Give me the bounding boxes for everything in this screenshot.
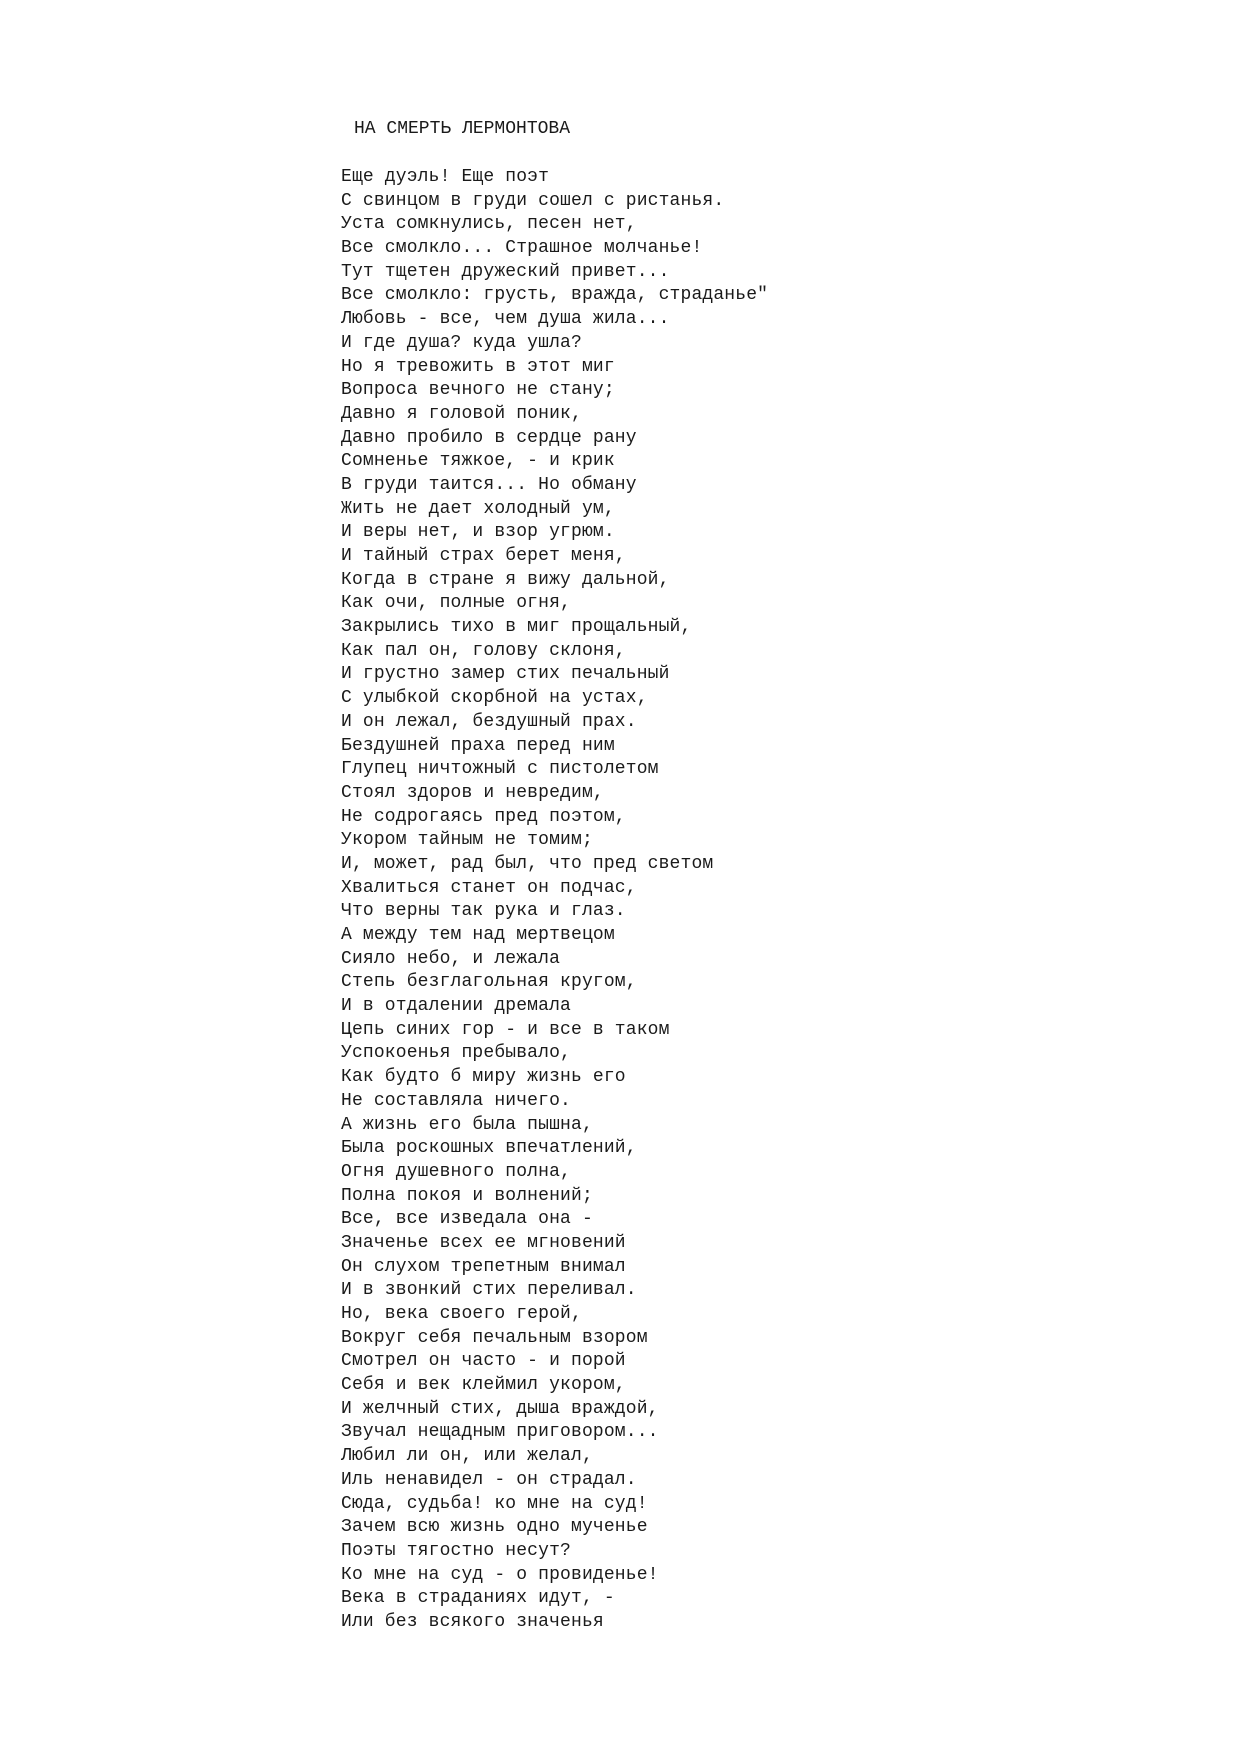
poem-line: И в звонкий стих переливал.	[341, 1280, 637, 1301]
poem-line: Что верны так рука и глаз.	[341, 901, 626, 922]
poem-line: Поэты тягостно несут?	[341, 1540, 571, 1561]
poem-line: Любовь - все, чем душа жила...	[341, 309, 670, 330]
poem-line: В груди таится... Но обману	[341, 474, 637, 495]
poem-line: Как очи, полные огня,	[341, 593, 571, 614]
poem-line: Смотрел он часто - и порой	[341, 1351, 626, 1372]
poem-line: Или без всякого значенья	[341, 1611, 604, 1632]
poem-line: С свинцом в груди сошел с ристанья.	[341, 190, 725, 211]
poem-line: И в отдалении дремала	[341, 996, 571, 1017]
poem-line: Сомненье тяжкое, - и крик	[341, 451, 615, 472]
poem-line: И тайный страх берет меня,	[341, 546, 626, 566]
poem-line: Вокруг себя печальным взором	[341, 1327, 648, 1348]
poem-line: Ко мне на суд - о провиденье!	[341, 1564, 659, 1585]
poem-line: Успокоенья пребывало,	[341, 1043, 571, 1064]
poem-line: Уста сомкнулись, песен нет,	[341, 214, 637, 235]
poem-line: Как пал он, голову склоня,	[341, 640, 626, 661]
poem-line: Но, века своего герой,	[341, 1304, 582, 1324]
poem-line: Тут тщетен дружеский привет...	[341, 261, 670, 282]
poem-line: А жизнь его была пышна,	[341, 1114, 593, 1135]
poem-line: Полна покоя и волнений;	[341, 1185, 593, 1206]
poem-line: Все смолкло... Страшное молчанье!	[341, 238, 703, 259]
poem-line: А между тем над мертвецом	[341, 925, 615, 945]
poem-line: И желчный стих, дыша враждой,	[341, 1398, 659, 1419]
poem-line: Значенье всех ее мгновений	[341, 1232, 626, 1253]
poem-line: Звучал нещадным приговором...	[341, 1422, 659, 1443]
poem-line: И где душа? куда ушла?	[341, 332, 582, 353]
poem-line: Как будто б миру жизнь его	[341, 1067, 626, 1088]
poem-line: Степь безглагольная кругом,	[341, 972, 637, 993]
poem-line: Иль ненавидел - он страдал.	[341, 1469, 637, 1490]
poem-line: Любил ли он, или желал,	[341, 1446, 593, 1467]
poem-line: Цепь синих гор - и все в таком	[341, 1019, 670, 1040]
poem-line: Когда в стране я вижу дальной,	[341, 569, 670, 590]
poem-line: Он слухом трепетным внимал	[341, 1256, 626, 1277]
poem-line: Давно пробило в сердце рану	[341, 427, 637, 448]
poem-text	[341, 166, 768, 1635]
poem-line: Глупец ничтожный с пистолетом	[341, 759, 659, 780]
poem-line: Была роскошных впечатлений,	[341, 1138, 637, 1159]
poem-line: С улыбкой скорбной на устах,	[341, 688, 648, 709]
poem-line: Зачем всю жизнь одно мученье	[341, 1517, 648, 1538]
poem-title: НА СМЕРТЬ ЛЕРМОНТОВА	[354, 119, 571, 139]
poem-line: Давно я головой поник,	[341, 403, 582, 424]
poem-line: И грустно замер стих печальный	[341, 664, 670, 685]
poem-line: Вопроса вечного не стану;	[341, 380, 615, 401]
poem-line: Еще дуэль! Еще поэт	[341, 167, 550, 187]
poem-line: Века в страданиях идут, -	[341, 1588, 615, 1609]
poem-line: Хвалиться станет он подчас,	[341, 877, 637, 898]
poem-line: Бездушней праха перед ним	[341, 735, 615, 756]
poem-line: Стоял здоров и невредим,	[341, 782, 604, 803]
poem-line: Сияло небо, и лежала	[341, 948, 561, 969]
poem-line: Закрылись тихо в миг прощальный,	[341, 617, 692, 638]
poem-line: Сюда, судьба! ко мне на суд!	[341, 1493, 648, 1514]
poem-line: Не составляла ничего.	[341, 1090, 571, 1111]
poem-line: Укором тайным не томим;	[341, 830, 593, 851]
poem-line: Все, все изведала она -	[341, 1209, 593, 1230]
poem-line: Себя и век клеймил укором,	[341, 1375, 626, 1396]
poem-line: Но я тревожить в этот миг	[341, 356, 615, 377]
poem-line: Не содрогаясь пред поэтом,	[341, 806, 626, 827]
poem-line: Жить не дает холодный ум,	[341, 498, 615, 519]
poem-line: И, может, рад был, что пред светом	[341, 853, 714, 874]
poem-line: И он лежал, бездушный прах.	[341, 711, 637, 732]
poem-line: Все смолкло: грусть, вражда, страданье"	[341, 285, 769, 306]
poem-line: Огня душевного полна,	[341, 1161, 571, 1182]
poem-line: И веры нет, и взор угрюм.	[341, 522, 615, 543]
